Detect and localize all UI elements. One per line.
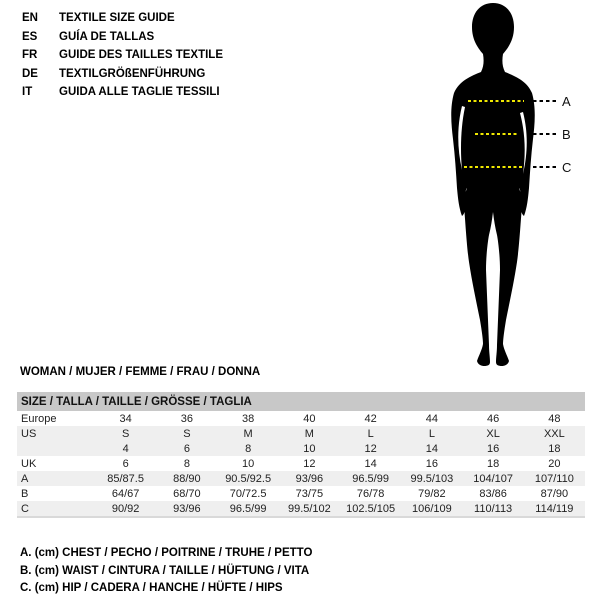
- size-cell: XXL: [543, 427, 565, 440]
- size-cell: 68/70: [173, 487, 201, 500]
- size-cell: 20: [548, 457, 561, 470]
- row-label: [17, 441, 95, 456]
- size-cell: 14: [425, 442, 438, 455]
- size-cell: 18: [548, 442, 561, 455]
- size-cell: 96.5/99: [352, 472, 389, 485]
- size-cell: S: [183, 427, 191, 440]
- size-cell: 96.5/99: [229, 502, 267, 515]
- language-code: FR: [22, 49, 38, 62]
- language-row: [22, 9, 223, 28]
- size-cell: 38: [242, 412, 255, 425]
- language-row: [22, 65, 223, 84]
- row-label: B: [21, 487, 29, 500]
- size-cell: 99.5/103: [410, 472, 454, 485]
- language-label: TEXTILGRÖßENFÜHRUNG: [59, 67, 206, 80]
- language-row: [22, 83, 223, 102]
- size-cell: 93/96: [173, 502, 201, 515]
- size-table: [17, 392, 585, 518]
- legend-line: A. (cm) CHEST / PECHO / POITRINE / TRUHE / PETTO: [20, 547, 313, 559]
- table-row: [17, 471, 585, 486]
- size-cell: 104/107: [473, 472, 513, 485]
- size-cell: 34: [119, 412, 132, 425]
- size-cell: 88/90: [173, 472, 201, 485]
- size-cell: 6: [122, 457, 129, 470]
- row-label: C: [21, 502, 29, 515]
- size-cell: 12: [364, 442, 377, 455]
- language-code: EN: [22, 12, 38, 24]
- size-cell: 85/87.5: [107, 472, 144, 485]
- size-cell: 10: [242, 457, 255, 470]
- size-cell: M: [304, 427, 314, 440]
- size-cell: 102.5/105: [346, 502, 396, 515]
- language-label: TEXTILE SIZE GUIDE: [59, 12, 175, 24]
- size-cell: 16: [425, 457, 438, 470]
- size-cell: 4: [122, 442, 129, 455]
- size-cell: 36: [180, 412, 193, 425]
- language-code: ES: [22, 30, 38, 43]
- language-label: GUIDA ALLE TAGLIE TESSILI: [59, 86, 220, 99]
- size-cell: XL: [486, 427, 500, 440]
- table-header-row: [17, 392, 585, 411]
- language-code: IT: [22, 86, 33, 99]
- table-row: [17, 441, 585, 456]
- measure-label-b: B: [562, 127, 571, 142]
- language-code: DE: [22, 67, 38, 80]
- size-cell: 40: [303, 412, 316, 425]
- size-cell: 12: [303, 457, 316, 470]
- row-label: A: [21, 472, 29, 485]
- size-cell: M: [243, 427, 253, 440]
- language-row: [22, 46, 223, 65]
- size-cell: 76/78: [356, 487, 385, 500]
- size-cell: 79/82: [418, 487, 446, 500]
- size-cell: 83/86: [479, 487, 507, 500]
- size-cell: 70/72.5: [229, 487, 267, 500]
- size-cell: 110/113: [474, 502, 513, 515]
- size-cell: 114/119: [535, 502, 574, 515]
- size-cell: 8: [183, 457, 190, 470]
- size-cell: 106/109: [411, 502, 452, 515]
- size-cell: 6: [183, 442, 190, 455]
- table-row: [17, 456, 585, 471]
- size-cell: 64/67: [111, 487, 140, 500]
- size-cell: 90.5/92.5: [225, 472, 272, 485]
- language-label: GUIDE DES TAILLES TEXTILE: [59, 49, 223, 62]
- size-cell: 18: [487, 457, 500, 470]
- measure-label-c: C: [562, 160, 572, 175]
- size-cell: 99.5/102: [287, 502, 331, 515]
- legend-line: B. (cm) WAIST / CINTURA / TAILLE / HÜFTUNG / VITA: [20, 564, 310, 577]
- section-title: WOMAN / MUJER / FEMME / FRAU / DONNA: [20, 366, 261, 378]
- row-label: Europe: [21, 412, 57, 425]
- language-row: [22, 28, 223, 47]
- woman-silhouette: [440, 0, 560, 370]
- size-cell: 46: [487, 412, 500, 425]
- size-cell: L: [367, 427, 374, 440]
- row-label: US: [21, 427, 37, 440]
- size-cell: 93/96: [295, 472, 324, 485]
- size-cell: 73/75: [295, 487, 324, 500]
- size-cell: 16: [487, 442, 500, 455]
- language-label: GUÍA DE TALLAS: [59, 30, 155, 43]
- table-row: [17, 501, 585, 517]
- table-header: SIZE / TALLA / TAILLE / GRÖSSE / TAGLIA: [17, 392, 585, 411]
- size-cell: 44: [425, 412, 438, 425]
- size-cell: S: [121, 427, 130, 440]
- size-cell: 14: [364, 457, 377, 470]
- measure-legend: [20, 545, 312, 598]
- legend-line: C. (cm) HIP / CADERA / HANCHE / HÜFTE / HIPS: [20, 582, 283, 594]
- row-label: UK: [21, 457, 37, 470]
- size-table-body: [17, 411, 585, 517]
- size-cell: 107/110: [534, 472, 574, 485]
- size-cell: 87/90: [540, 487, 569, 500]
- measure-label-a: A: [562, 94, 571, 109]
- size-cell: L: [428, 427, 435, 440]
- size-cell: 48: [548, 412, 561, 425]
- figure-area: [440, 0, 560, 370]
- size-cell: 8: [245, 442, 252, 455]
- size-cell: 42: [364, 412, 377, 425]
- table-row: [17, 426, 585, 441]
- size-cell: 10: [303, 442, 316, 455]
- language-list: [22, 9, 223, 102]
- table-row: [17, 411, 585, 426]
- table-row: [17, 486, 585, 501]
- size-cell: 90/92: [111, 502, 140, 515]
